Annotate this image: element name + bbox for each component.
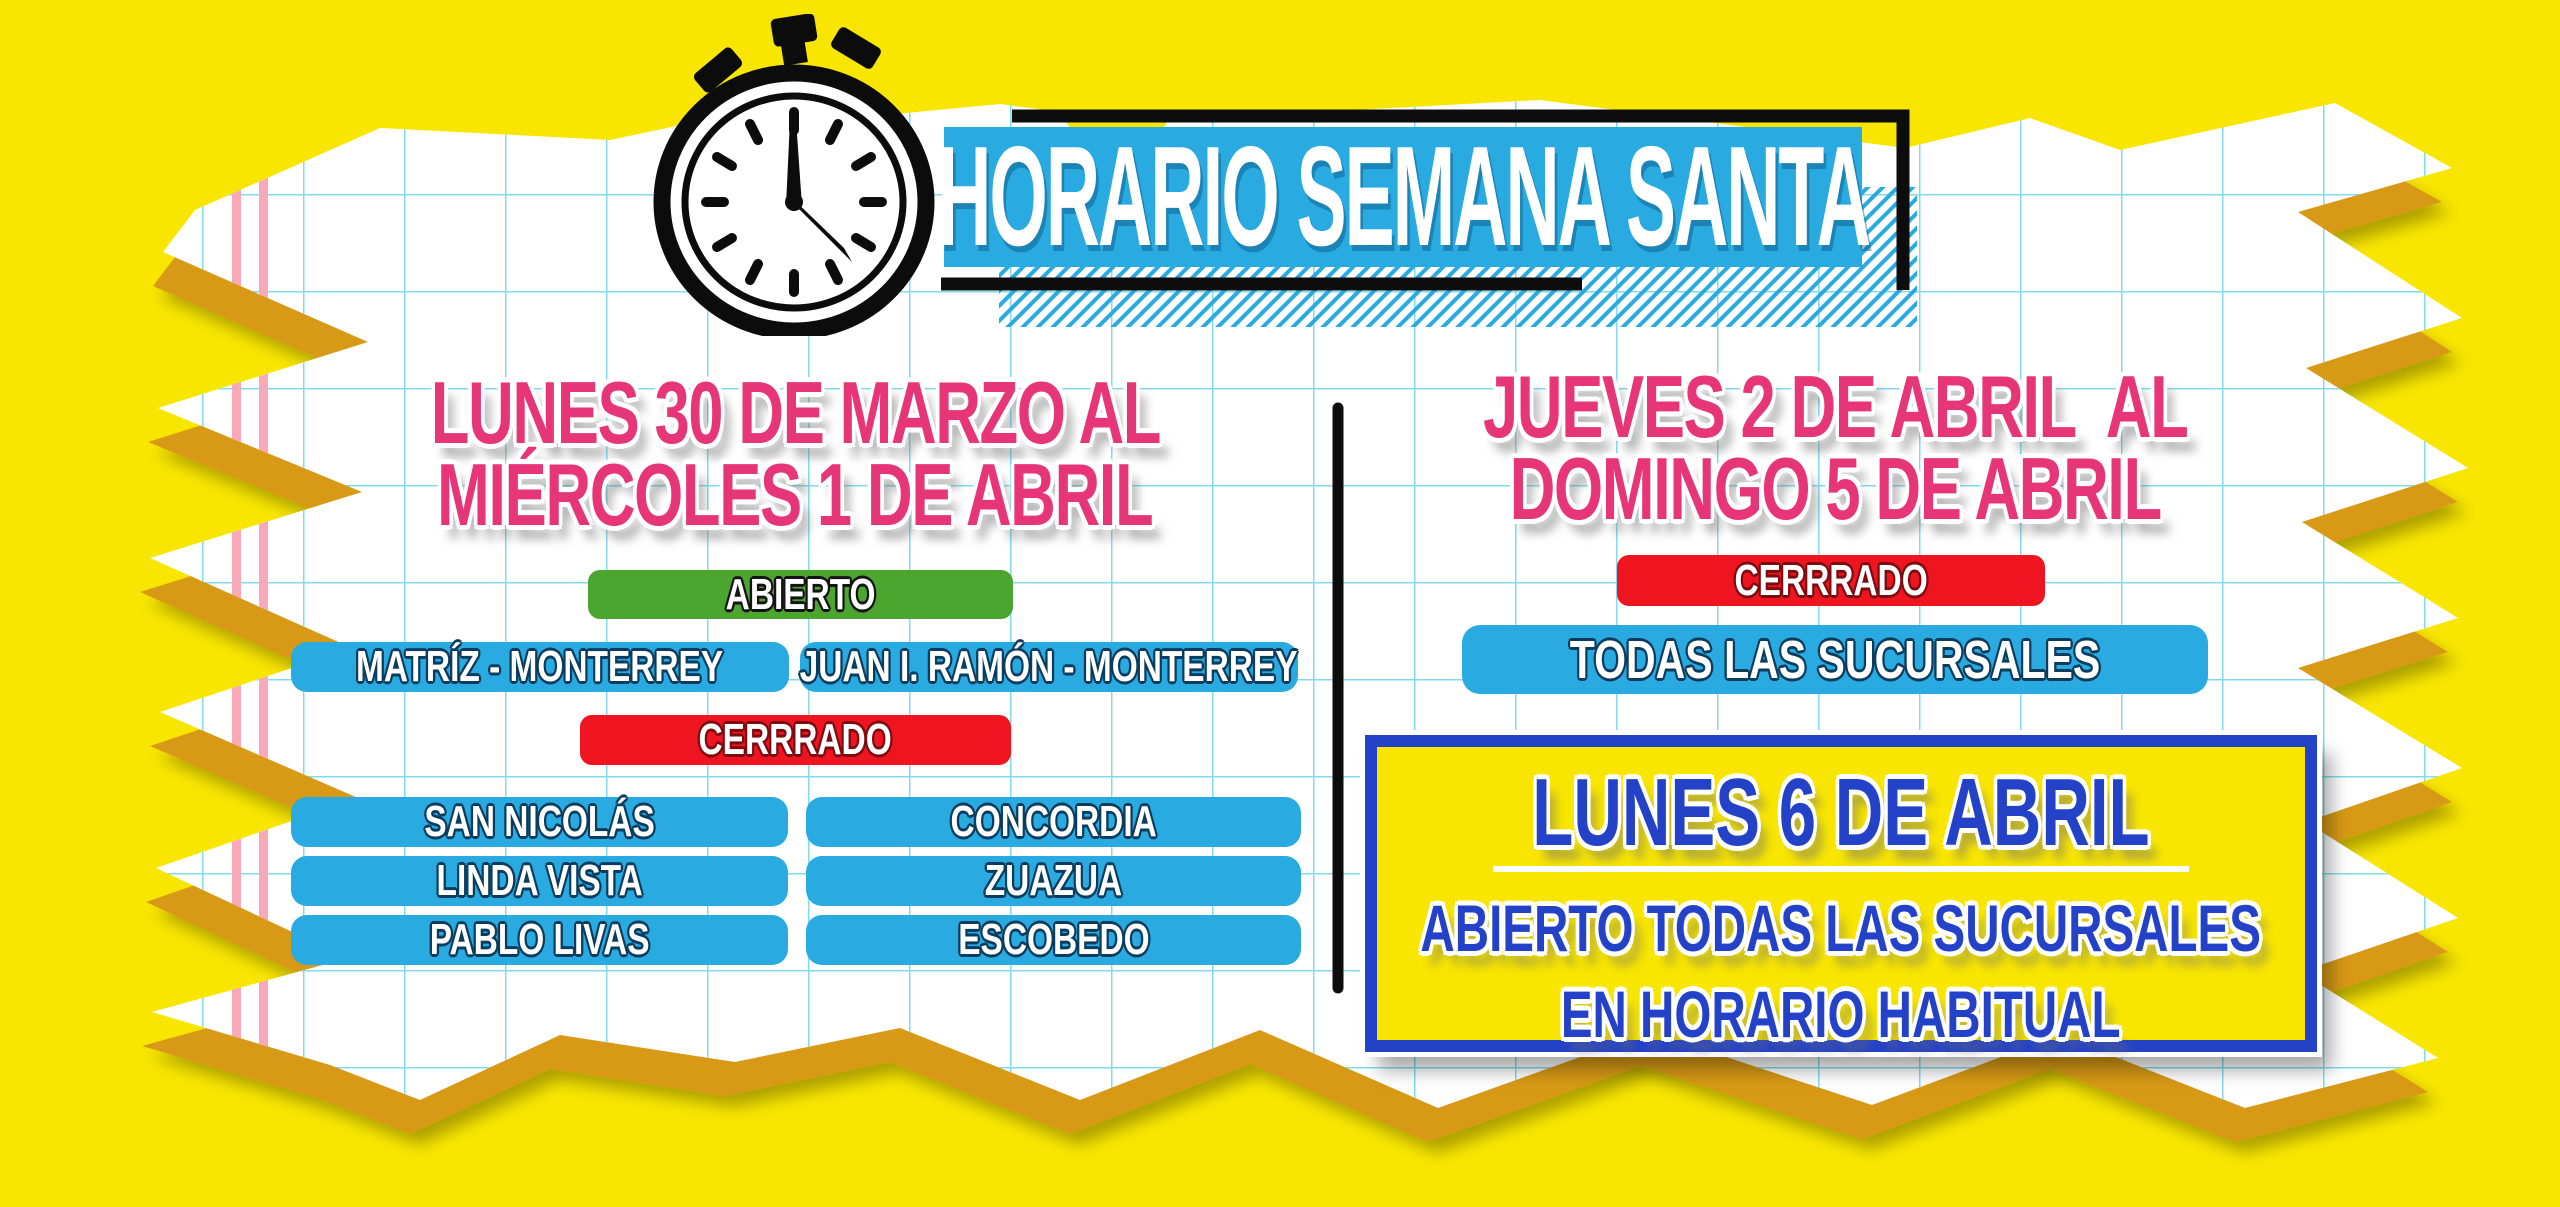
left-heading-line2: MIÉRCOLES 1 DE ABRIL bbox=[437, 445, 1153, 544]
left-heading-line1: LUNES 30 DE MARZO AL bbox=[430, 363, 1160, 462]
status-badge-open: ABIERTO bbox=[588, 570, 1013, 619]
notice-line1: ABIERTO TODAS LAS SUCURSALES bbox=[1420, 891, 2262, 965]
right-heading-line2: DOMINGO 5 DE ABRIL bbox=[1509, 439, 2161, 538]
branch-badge-pablo-livas: PABLO LIVAS bbox=[291, 915, 788, 965]
status-badge-closed-left: CERRRADO bbox=[580, 715, 1011, 765]
branch-badge-matriz: MATRÍZ - MONTERREY bbox=[291, 642, 789, 692]
title-banner bbox=[937, 117, 1869, 276]
notice-box bbox=[1365, 735, 2317, 1052]
branch-badge-escobedo: ESCOBEDO bbox=[806, 915, 1301, 965]
branch-badge-todas-las-sucursales: TODAS LAS SUCURSALES bbox=[1462, 625, 2208, 694]
left-section-heading bbox=[250, 363, 1340, 544]
stopwatch-icon bbox=[636, 14, 954, 336]
branch-badge-linda-vista: LINDA VISTA bbox=[291, 856, 788, 906]
branch-badge-zuazua: ZUAZUA bbox=[806, 856, 1301, 906]
branch-badge-concordia: CONCORDIA bbox=[806, 797, 1301, 847]
branch-badge-juan-i-ramon: JUAN I. RAMÓN - MONTERREY bbox=[800, 642, 1298, 691]
right-section-heading bbox=[1330, 357, 2340, 538]
status-badge-closed-right: CERRRADO bbox=[1617, 555, 2045, 606]
right-heading-line1: JUEVES 2 DE ABRIL AL bbox=[1482, 357, 2188, 456]
branch-badge-san-nicolas: SAN NICOLÁS bbox=[291, 797, 788, 847]
notice-date: LUNES 6 DE ABRIL bbox=[1532, 759, 2150, 866]
page-title: HORARIO SEMANA SANTA bbox=[937, 117, 1869, 276]
notice-line2: EN HORARIO HABITUAL bbox=[1561, 977, 2121, 1051]
